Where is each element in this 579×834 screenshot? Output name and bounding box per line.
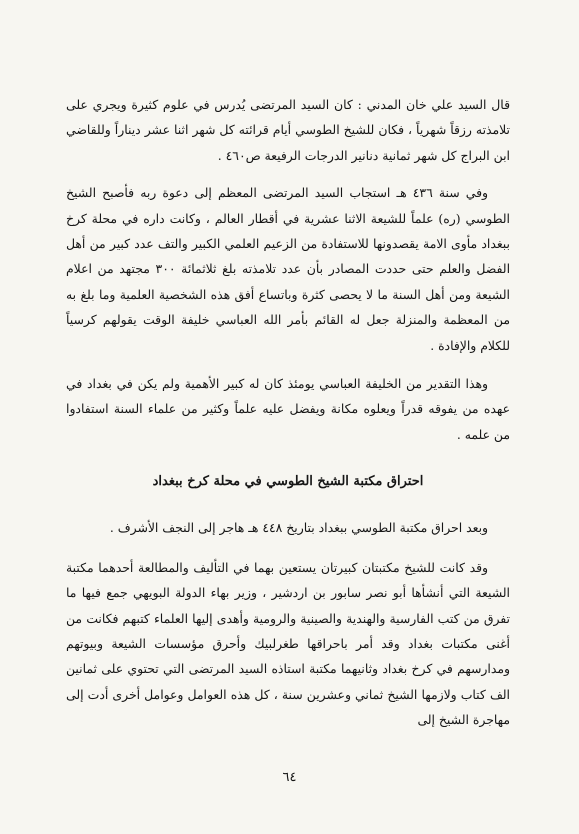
paragraph-succession: وفي سنة ٤٣٦ هـ استجاب السيد المرتضى المعظم إلى دعوة ربه فأصبح الشيخ الطوسي (ره) علماً للشيعة الاثنا عشرية في أقطار العالم ، وكانت داره في محلة كرخ ببغداد مأوى الامة يقصدونها للاستفادة من الزعيم العلمي الكبير والتف عدد كبير من أهل الفضل والعلم حتى حددت المصادر بأن عدد تلامذته بلغ ثلاثمائة ٣٠٠ مجتهد من اعلام الشيعة ومن أهل السنة ما لا يحصى كثرة وباتساع أفق هذه الشخصية العلمية وما بلغ به من المعظمة والمنزلة جعل له القائم بأمر الله العباسي خليفة الوقت يقولهم كرسياً للكلام والإفادة .: [66, 185, 511, 353]
paragraph-burning: وبعد احراق مكتبة الطوسي ببغداد بتاريخ ٤٤٨ هـ هاجر إلى النجف الأشرف .: [109, 520, 488, 536]
document-page: [66, 92, 510, 733]
paragraph-libraries: وقد كانت للشيخ مكتبتان كبيرتان يستعين بهما في التأليف والمطالعة أحدهما مكتبة الشيعة التي أنشأها أبو نصر سابور بن اردشير ، وزير بهاء الدولة البويهي جمع فيها ما تفرق من كتب الفارسية والهندية والصينية والرومية وأهدى إليها العلماء كتبهم فكانت من أغنى مكتبات بغداد وقد أمر باحراقها طغرلبيك وأحرق مؤسسات الشيعة وبيوتهم ومدارسهم في كرخ بغداد وثانيهما مكتبة استاذه السيد المرتضى التي تحتوي على ثمانين الف كتاب ولازمها الشيخ ثماني وعشرين سنة ، كل هذه العوامل وعوامل أخرى أدت إلى مهاجرة الشيخ إلى: [66, 559, 510, 728]
paragraph-stipend: قال السيد علي خان المدني : كان السيد المرتضى يُدرس في علوم كثيرة ويجري على تلامذته رزقاً شهرياً ، فكان للشيخ الطوسي أيام قرائته كل شهر اثنا عشر ديناراً وللقاضي ابن البراج كل شهر ثمانية دنانير الدرجات الرفيعة ص٤٦٠ .: [66, 97, 510, 163]
page-number: ٦٤: [282, 770, 297, 785]
section-heading: احتراق مكتبة الشيخ الطوسي في محلة كرخ ببغداد: [152, 474, 424, 490]
paragraph-appreciation: وهذا التقدير من الخليفة العباسي يومئذ كان له كبير الأهمية ولم يكن في بغداد في عهده من يفوقه قدراً ويعلوه مكانة ويفضل عليه علماً وكثير من علماء السنة استفادوا من علمه .: [66, 376, 510, 442]
